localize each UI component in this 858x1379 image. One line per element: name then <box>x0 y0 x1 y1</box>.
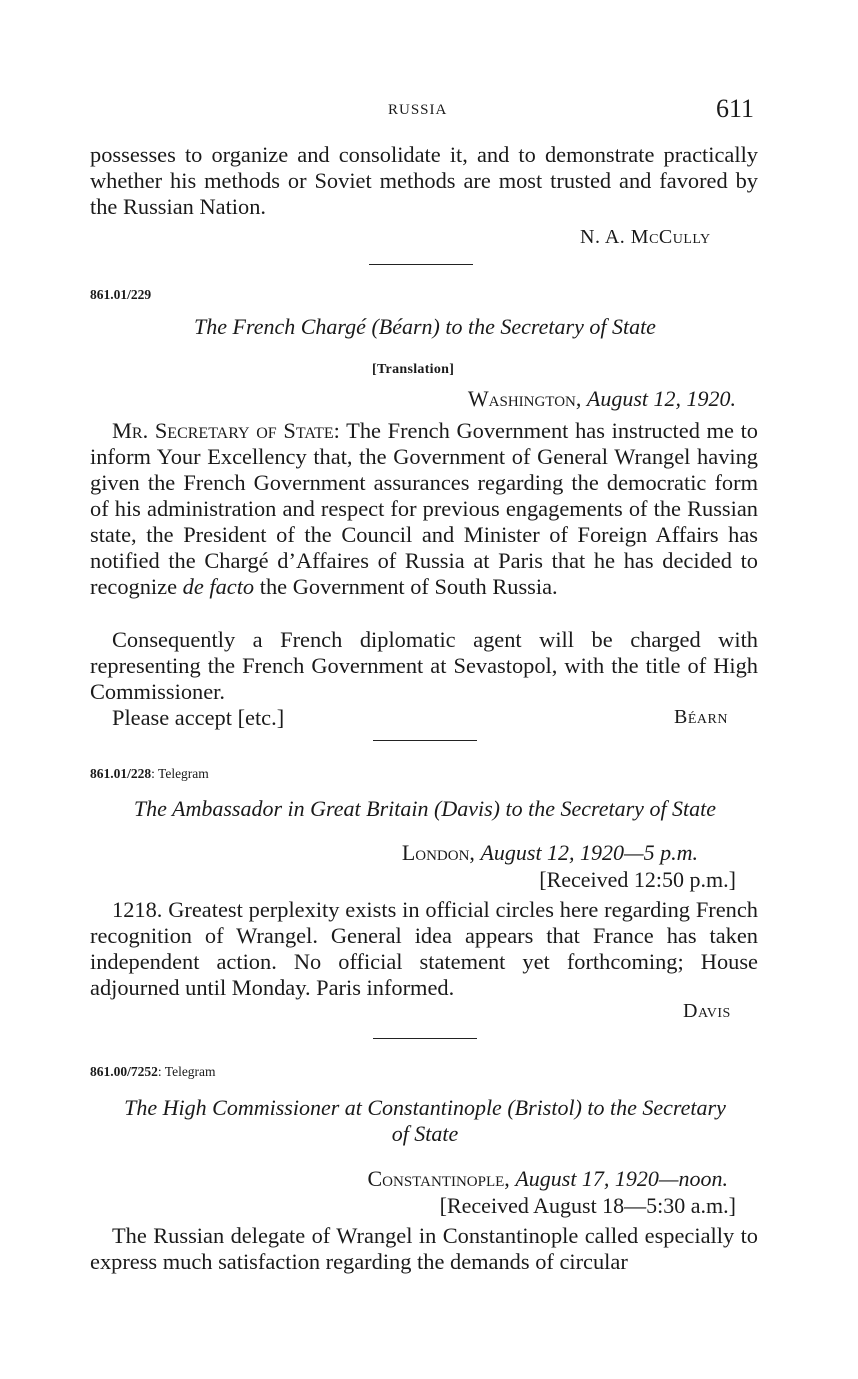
file-number <box>90 766 209 782</box>
heading-name: Béarn <box>378 314 433 339</box>
file-type: : Telegram <box>157 1064 216 1079</box>
dateline <box>468 386 736 412</box>
body-paragraph <box>90 897 758 1001</box>
dateline-date: August 12, 1920. <box>586 386 736 411</box>
document-heading <box>90 796 760 822</box>
heading-part: The Ambassador in Great Britain ( <box>133 796 442 821</box>
continuation-paragraph: possesses to organize and consolidate it, and to demonstrate practically whether his methods or Soviet methods are most trusted and favored by the Russian Nation. <box>90 142 758 219</box>
paragraph-italic: de facto <box>182 574 255 599</box>
dateline-place: Constantinople, <box>367 1166 510 1191</box>
file-number <box>90 1064 216 1080</box>
heading-part: The High Commissioner at Constantinople ( <box>124 1095 515 1120</box>
closing-line <box>90 705 758 731</box>
file-number <box>90 287 151 303</box>
dateline-date: August 17, 1920—noon. <box>515 1166 728 1191</box>
body-paragraph <box>90 418 758 600</box>
file-number-value: 861.01/228 <box>90 766 152 781</box>
page-number: 611 <box>716 94 755 123</box>
closing-text: Please accept [etc.] <box>112 705 285 730</box>
heading-part: ) to the Secretary of State <box>432 314 656 339</box>
paragraph-text: The French Government has instructed me to inform Your Excellency that, the Government of General Wrangel having given the French Government assurances regarding the democratic form of his administration and respect for previous engagements of the Russian state, the President of the Council and Minister of Foreign Affairs has notified the Chargé d’Affaires of Russia at Paris that he has decided to recognize <box>90 418 759 599</box>
dateline-date: August 12, 1920—5 p.m. <box>480 840 698 865</box>
signature-bearn: Béarn <box>674 706 728 728</box>
heading-part: ) to the Secretary of State <box>492 796 717 821</box>
file-number-value: 861.01/229 <box>90 287 152 302</box>
section-divider <box>369 264 473 265</box>
document-heading <box>90 314 760 340</box>
paragraph-text: the Government of South Russia. <box>259 574 558 599</box>
received-note: [Received 12:50 p.m.] <box>539 867 736 892</box>
translation-note: [Translation] <box>372 362 455 377</box>
paragraph-text: The Russian delegate of Wrangel in Constantinople called especially to express much satisfaction regarding the demands of circular <box>90 1223 758 1274</box>
received-note: [Received August 18—5:30 a.m.] <box>439 1193 736 1218</box>
section-divider <box>373 740 477 741</box>
body-paragraph <box>90 1223 758 1275</box>
file-number-value: 861.00/7252 <box>90 1064 158 1079</box>
paragraph-text: 1218. Greatest perplexity exists in official circles here regarding French recognition of Wrangel. General idea appears that France has taken independent action. No official statement yet forthcoming; House adjourned until Monday. Paris informed. <box>90 897 758 1000</box>
signature-davis: Davis <box>683 1000 731 1022</box>
heading-name: Bristol <box>514 1095 575 1120</box>
dateline <box>402 840 698 866</box>
heading-name: Davis <box>441 796 493 821</box>
document-heading <box>90 1095 760 1147</box>
heading-part: The French Chargé ( <box>194 314 379 339</box>
dateline <box>368 1166 729 1192</box>
signature-mccully: N. A. McCully <box>580 226 711 248</box>
salutation: Mr. Secretary of State: <box>112 418 340 443</box>
heading-part: ) to the Secretary <box>574 1095 726 1120</box>
running-head-title: RUSSIA <box>388 102 448 118</box>
body-paragraph <box>90 627 758 705</box>
paragraph-text: Consequently a French diplomatic agent will be charged with representing the French Government at Sevastopol, with the title of High Commissioner. <box>90 627 758 704</box>
heading-part: of State <box>391 1121 459 1146</box>
file-type: : Telegram <box>151 766 209 781</box>
section-divider <box>373 1038 477 1039</box>
dateline-place: London, <box>401 840 475 865</box>
dateline-place: Washington, <box>467 386 582 411</box>
